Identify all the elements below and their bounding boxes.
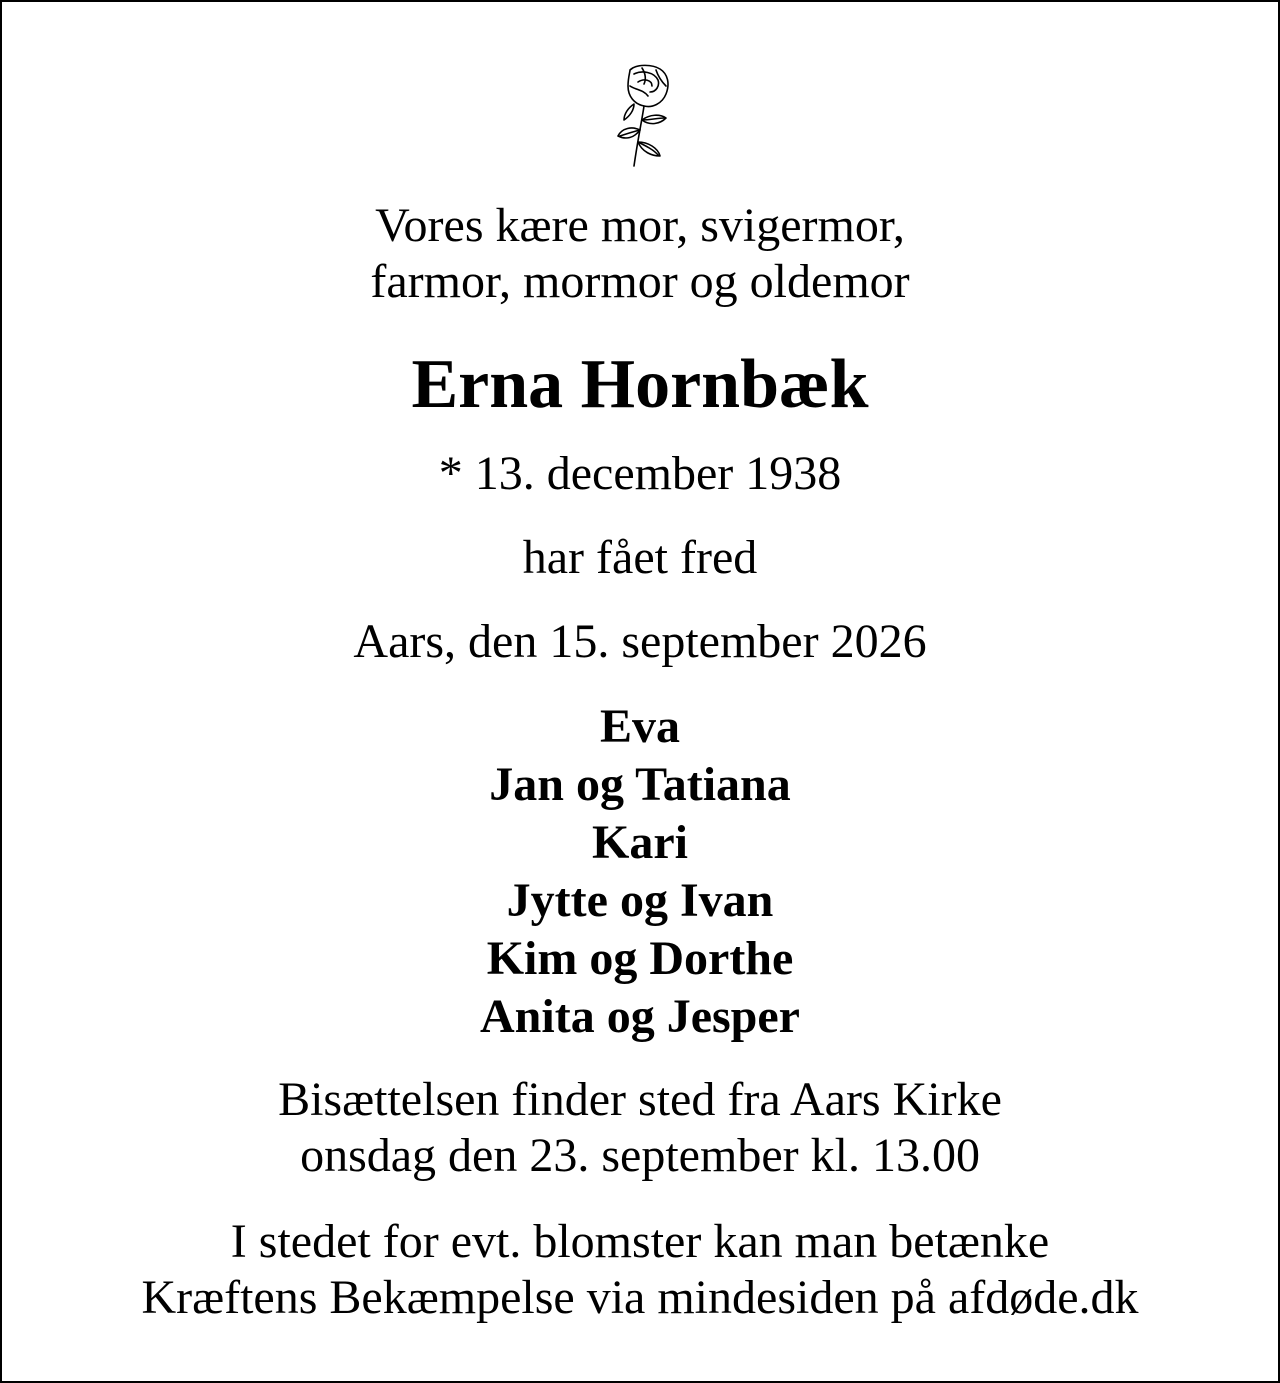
relatives-list (0, 698, 1280, 1046)
relative-name: Anita og Jesper (480, 990, 800, 1043)
birth-date: * 13. december 1938 (438, 447, 842, 500)
intro-line-1: Vores kære mor, svigermor, (375, 199, 905, 252)
relative-name: Jan og Tatiana (489, 758, 791, 811)
ceremony-info (0, 1072, 1280, 1184)
place-and-date: Aars, den 15. september 2026 (353, 615, 927, 668)
donation-line-1: I stedet for evt. blomster kan man betænke (230, 1215, 1050, 1268)
intro-line-2: farmor, mormor og oldemor (370, 255, 910, 308)
rose-icon (600, 60, 680, 170)
passed-away-text: har fået fred (522, 531, 758, 584)
relative-name: Eva (599, 700, 680, 753)
intro-text (0, 198, 1280, 310)
ceremony-line-1: Bisættelsen finder sted fra Aars Kirke (278, 1073, 1002, 1126)
relative-name: Kim og Dorthe (486, 932, 794, 985)
relative-name: Kari (592, 816, 688, 869)
deceased-name: Erna Hornbæk (411, 346, 869, 423)
donation-info (0, 1214, 1280, 1326)
relative-name: Jytte og Ivan (506, 874, 774, 927)
donation-line-2: Kræftens Bekæmpelse via mindesiden på afdøde.dk (141, 1271, 1139, 1324)
ceremony-line-2: onsdag den 23. september kl. 13.00 (300, 1129, 980, 1182)
